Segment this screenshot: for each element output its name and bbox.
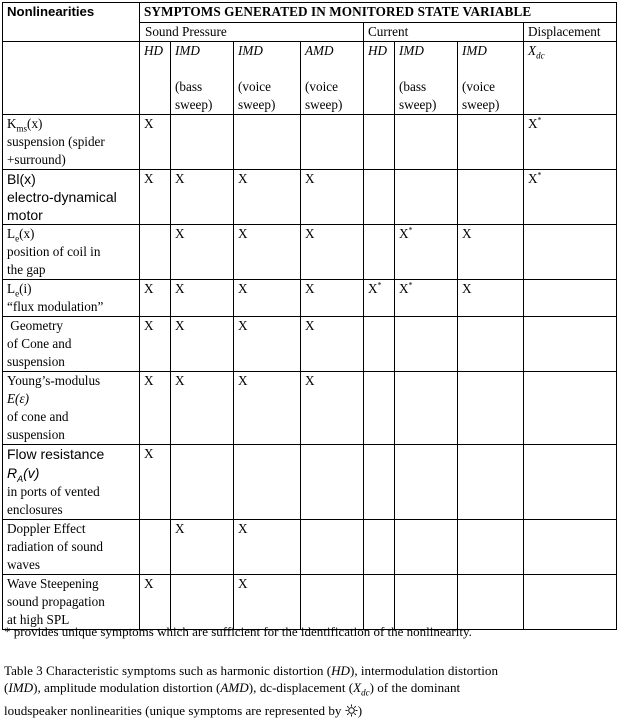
subheader-code — [528, 42, 616, 65]
label-italic-rest: (v) — [23, 465, 40, 481]
table-row — [3, 575, 617, 630]
subheader-note: (bass sweep) — [175, 79, 213, 112]
caption-text: Table 3 Characteristic symptoms such as harmonic distortion ( — [4, 663, 332, 678]
cell-mark — [364, 115, 395, 170]
label-line: of cone and — [7, 409, 69, 424]
subheader-code: IMD — [462, 43, 487, 58]
unique-star: * — [408, 280, 413, 290]
label-line: radiation of sound — [7, 539, 103, 554]
label-main: L — [7, 226, 16, 241]
header-symptoms: SYMPTOMS GENERATED IN MONITORED STATE VARIABLE — [140, 3, 617, 23]
cell-mark — [395, 372, 458, 445]
cell-mark — [364, 520, 395, 575]
label-line: waves — [7, 557, 40, 572]
cell-mark — [364, 170, 395, 225]
cell-mark: X — [140, 445, 171, 520]
cell-mark — [458, 372, 524, 445]
subheader-code: IMD — [399, 43, 424, 58]
cell-mark — [524, 280, 617, 317]
cell-mark: X — [301, 170, 364, 225]
subheader-imd-voice-current — [458, 42, 524, 115]
label-line: suspension — [7, 427, 65, 442]
cell-mark — [140, 520, 171, 575]
footnote: * provides unique symptoms which are sufficient for the identification of the nonlinearity. — [4, 624, 472, 639]
label-line: suspension (spider — [7, 134, 105, 149]
cell-mark — [395, 520, 458, 575]
cell-mark: X — [234, 317, 301, 372]
cell-mark: X — [458, 280, 524, 317]
cell-mark: X — [140, 115, 171, 170]
cell-mark — [395, 115, 458, 170]
label-rest: (i) — [19, 281, 32, 296]
xdc-x: X — [528, 43, 537, 58]
cell-mark — [301, 445, 364, 520]
cell-mark: X* — [395, 225, 458, 280]
table-row — [3, 225, 617, 280]
cell-mark: X — [234, 225, 301, 280]
cell-mark — [364, 445, 395, 520]
cell-mark: X* — [364, 280, 395, 317]
row-label-kms — [3, 115, 140, 170]
cell-mark — [458, 115, 524, 170]
label-line: Doppler Effect — [7, 521, 86, 536]
label-line: Wave Steepening — [7, 576, 99, 591]
label-sub: e — [15, 233, 20, 244]
group-sound-pressure: Sound Pressure — [140, 23, 364, 42]
cell-mark — [458, 520, 524, 575]
subheader-hd-current — [364, 42, 395, 115]
subheader-imd-bass-sound — [171, 42, 234, 115]
caption-text: ), dc-displacement ( — [248, 680, 354, 695]
label-rest: (x) — [27, 116, 43, 131]
label-line: suspension — [7, 354, 65, 369]
cell-mark — [364, 575, 395, 630]
cell-mark: X — [140, 280, 171, 317]
cell-mark — [395, 317, 458, 372]
cell-mark — [301, 115, 364, 170]
cell-mark — [171, 445, 234, 520]
cell-mark: X* — [524, 170, 617, 225]
cell-mark: X* — [524, 115, 617, 170]
cell-mark — [524, 372, 617, 445]
subheader-note: (bass sweep) — [399, 79, 437, 112]
subheader-hd-sound — [140, 42, 171, 115]
cell-mark — [364, 372, 395, 445]
cell-mark: X — [171, 317, 234, 372]
caption-xdc — [353, 680, 370, 698]
cell-mark: X — [301, 225, 364, 280]
table-row — [3, 170, 617, 225]
row-label-bl — [3, 170, 140, 225]
label-italic — [7, 465, 40, 484]
caption-text: ), intermodulation distortion — [350, 663, 499, 678]
group-current: Current — [364, 23, 524, 42]
subheader-imd-voice-sound — [234, 42, 301, 115]
cell-mark — [171, 575, 234, 630]
cell-mark — [524, 520, 617, 575]
cell-mark: X — [234, 372, 301, 445]
cell-mark — [234, 115, 301, 170]
subheader-code: IMD — [175, 43, 200, 58]
caption-text: loudspeaker nonlinearities (unique symptoms are represented by — [4, 702, 345, 718]
subheader-note: (voice sweep) — [238, 79, 276, 112]
subheader-note: (voice sweep) — [305, 79, 343, 112]
cell-mark — [301, 520, 364, 575]
label-line: position of coil in — [7, 244, 101, 259]
cell-mark: X — [234, 170, 301, 225]
cell-mark: X — [171, 280, 234, 317]
unique-star: * — [408, 225, 413, 235]
table-row — [3, 372, 617, 445]
cell-mark: X — [171, 520, 234, 575]
label-italic-main: R — [7, 465, 18, 481]
caption-hd: HD — [331, 663, 351, 678]
table-row — [3, 520, 617, 575]
cell-mark: X — [234, 575, 301, 630]
cell-mark — [301, 575, 364, 630]
subheader-imd-bass-current — [395, 42, 458, 115]
subheader-code: HD — [368, 43, 388, 58]
label-line: in ports of vented — [7, 484, 100, 499]
label-line: Geometry — [7, 318, 64, 333]
cell-mark: X — [171, 372, 234, 445]
subheader-code: IMD — [238, 43, 263, 58]
caption-text: ) — [357, 702, 363, 718]
cell-mark: X — [140, 170, 171, 225]
unique-star: * — [537, 170, 542, 180]
row-label-le-x — [3, 225, 140, 280]
label-line: motor — [7, 207, 43, 223]
label-sub: ms — [16, 123, 28, 134]
label-main: L — [7, 281, 16, 296]
caption-text: ), amplitude modulation distortion ( — [33, 680, 221, 695]
row-label-youngs-modulus — [3, 372, 140, 445]
caption-xdc-x: X — [353, 680, 362, 695]
sun-icon — [345, 704, 358, 717]
cell-mark — [524, 575, 617, 630]
nonlinearities-table — [2, 2, 617, 630]
label-line: of Cone and — [7, 336, 72, 351]
label-line: enclosures — [7, 502, 63, 517]
cell-mark: X — [234, 520, 301, 575]
cell-mark — [524, 317, 617, 372]
label-line: “flux modulation” — [7, 299, 104, 314]
cell-mark — [395, 170, 458, 225]
label-italic: E(ε) — [7, 391, 30, 406]
cell-mark: X — [140, 317, 171, 372]
cell-mark: X — [301, 317, 364, 372]
cell-mark: X* — [395, 280, 458, 317]
label-sub: e — [15, 288, 20, 299]
cell-mark — [234, 445, 301, 520]
caption-text: ) of the dominant — [369, 680, 461, 695]
caption-text: ( — [4, 680, 9, 695]
cell-mark: X — [458, 225, 524, 280]
row-label-le-i — [3, 280, 140, 317]
label-line: sound propagation — [7, 594, 105, 609]
label-line: electro-dynamical — [7, 189, 117, 205]
cell-mark — [458, 317, 524, 372]
cell-mark — [395, 575, 458, 630]
cell-mark — [140, 225, 171, 280]
unique-star: * — [537, 115, 542, 125]
caption-xdc-sub: dc — [361, 687, 370, 698]
cell-mark — [524, 445, 617, 520]
label-line: Young’s-modulus — [7, 373, 101, 388]
group-displacement: Displacement — [524, 23, 617, 42]
table-row — [3, 280, 617, 317]
cell-mark — [364, 317, 395, 372]
label-line: Flow resistance — [7, 446, 105, 462]
cell-mark: X — [301, 280, 364, 317]
header-nonlinearities: Nonlinearities — [3, 3, 140, 42]
row-label-doppler — [3, 520, 140, 575]
row-label-flow-resistance — [3, 445, 140, 520]
label-rest: (x) — [19, 226, 35, 241]
cell-mark — [171, 115, 234, 170]
cell-mark — [395, 445, 458, 520]
label-line: the gap — [7, 262, 46, 277]
cell-mark — [458, 170, 524, 225]
label-line: +surround) — [7, 152, 66, 167]
subheader-note: (voice sweep) — [462, 79, 500, 112]
cell-mark — [364, 225, 395, 280]
cell-mark: X — [140, 372, 171, 445]
cell-mark — [524, 225, 617, 280]
cell-mark: X — [171, 225, 234, 280]
table-row — [3, 317, 617, 372]
cell-mark: X — [234, 280, 301, 317]
header-row — [3, 3, 617, 23]
caption-imd: IMD — [8, 680, 34, 695]
cell-mark — [458, 445, 524, 520]
table-row — [3, 115, 617, 170]
subheader-code: HD — [144, 43, 164, 58]
subheader-row — [3, 42, 617, 115]
cell-mark — [458, 575, 524, 630]
table-caption — [4, 662, 616, 719]
unique-star: * — [377, 280, 382, 290]
subheader-code: AMD — [305, 43, 334, 58]
table-row — [3, 445, 617, 520]
cell-mark: X — [140, 575, 171, 630]
subheader-spacer — [3, 42, 140, 115]
label-main: K — [7, 116, 17, 131]
label-line: Bl(x) — [7, 171, 36, 187]
row-label-wave-steepening — [3, 575, 140, 630]
label-line: at high SPL — [7, 612, 70, 627]
caption-amd: AMD — [220, 680, 249, 695]
xdc-sub: dc — [536, 50, 545, 61]
label-italic-sub: A — [17, 473, 24, 484]
cell-mark: X — [301, 372, 364, 445]
subheader-amd-voice-sound — [301, 42, 364, 115]
cell-mark: X — [171, 170, 234, 225]
row-label-geometry — [3, 317, 140, 372]
subheader-xdc — [524, 42, 617, 115]
